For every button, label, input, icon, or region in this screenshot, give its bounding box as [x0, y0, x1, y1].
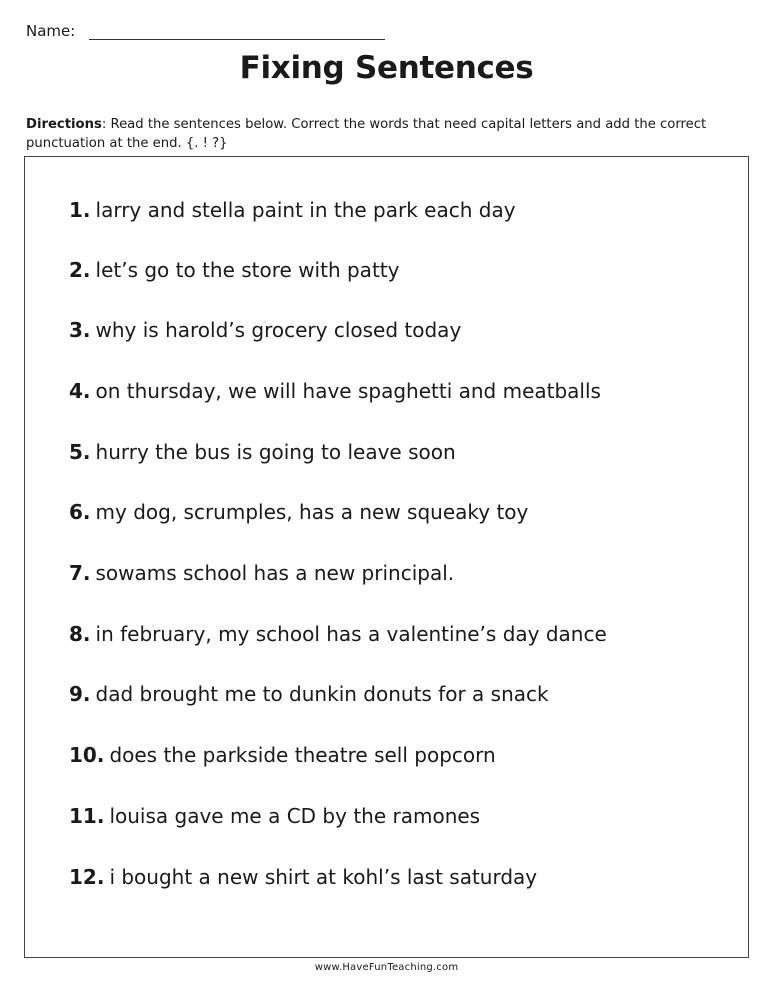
sentence-item: [69, 497, 528, 527]
sentence-number: 12.: [69, 865, 105, 889]
directions-label: Directions: [26, 117, 102, 132]
sentence-number: 3.: [69, 318, 91, 342]
sentence-text: larry and stella paint in the park each day: [95, 198, 516, 222]
sentence-item: [69, 862, 537, 892]
sentence-number: 8.: [69, 622, 91, 646]
sentences-box: [24, 156, 749, 958]
sentence-text: my dog, scrumples, has a new squeaky toy: [95, 500, 529, 524]
name-row: [26, 22, 385, 40]
sentence-text: louisa gave me a CD by the ramones: [109, 804, 481, 828]
sentence-text: hurry the bus is going to leave soon: [95, 440, 456, 464]
name-line: [89, 25, 385, 40]
sentence-number: 6.: [69, 500, 91, 524]
sentence-text: does the parkside theatre sell popcorn: [109, 743, 496, 767]
sentence-number: 7.: [69, 561, 91, 585]
sentence-item: [69, 437, 456, 467]
sentence-number: 9.: [69, 682, 91, 706]
sentence-number: 10.: [69, 743, 105, 767]
sentence-number: 5.: [69, 440, 91, 464]
sentence-text: in february, my school has a valentine’s day dance: [95, 622, 607, 646]
sentence-item: [69, 679, 549, 709]
sentence-item: [69, 255, 399, 285]
name-label: Name:: [26, 22, 76, 40]
sentence-text: let’s go to the store with patty: [95, 258, 400, 282]
sentence-item: [69, 195, 516, 225]
sentence-item: [69, 619, 607, 649]
sentence-text: dad brought me to dunkin donuts for a snack: [95, 682, 549, 706]
sentence-text: on thursday, we will have spaghetti and meatballs: [95, 379, 601, 403]
sentence-item: [69, 315, 461, 345]
page-title: Fixing Sentences: [239, 50, 534, 86]
sentence-text: why is harold’s grocery closed today: [95, 318, 462, 342]
directions: [26, 115, 726, 153]
directions-text: : Read the sentences below. Correct the words that need capital letters and add the correct punctuation at the end. {. ! ?}: [26, 117, 707, 151]
sentence-item: [69, 740, 496, 770]
sentence-text: i bought a new shirt at kohl’s last saturday: [109, 865, 538, 889]
sentence-item: [69, 801, 480, 831]
sentence-text: sowams school has a new principal.: [95, 561, 455, 585]
sentence-number: 11.: [69, 804, 105, 828]
sentence-item: [69, 558, 454, 588]
footer-website: www.HaveFunTeaching.com: [314, 962, 459, 973]
sentence-item: [69, 376, 601, 406]
sentence-number: 2.: [69, 258, 91, 282]
sentence-number: 4.: [69, 379, 91, 403]
sentence-number: 1.: [69, 198, 91, 222]
